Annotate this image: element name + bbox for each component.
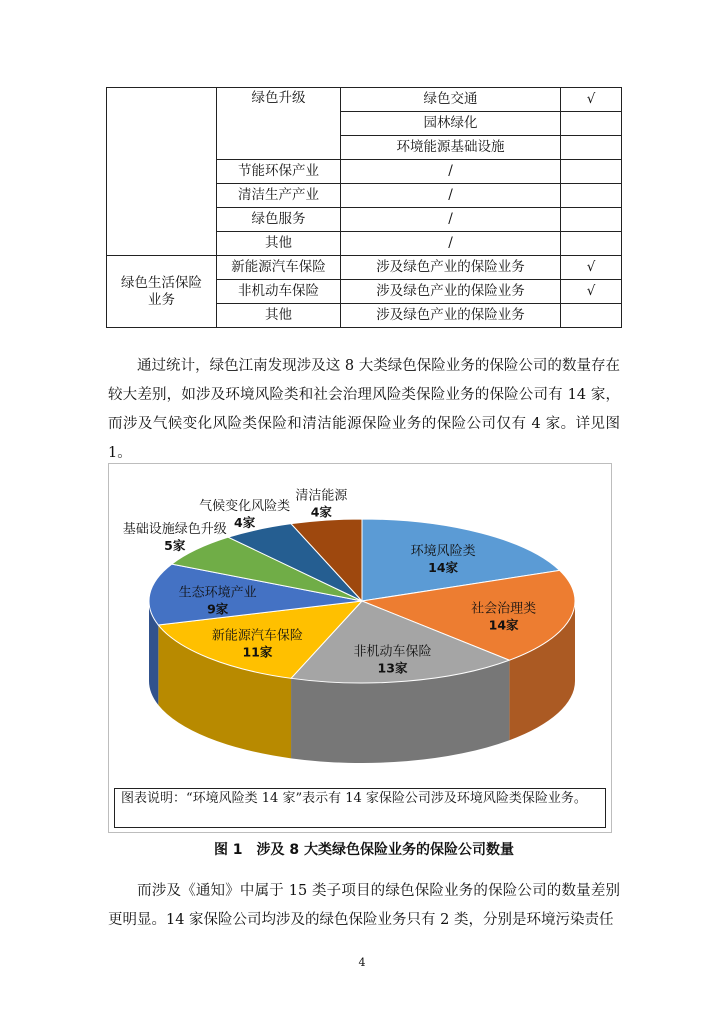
table-cell-mark: √: [561, 88, 622, 112]
chart-note: 图表说明：“环境风险类 14 家”表示有 14 家保险公司涉及环境风险类保险业务。: [114, 788, 606, 828]
table-cell-mark: [561, 232, 622, 256]
table-cell-mark: [561, 136, 622, 160]
table-cell-item: /: [341, 208, 561, 232]
pie-chart: [109, 464, 613, 784]
table-cell-mark: [561, 304, 622, 328]
table-cell-item: /: [341, 184, 561, 208]
table-cell-item: /: [341, 232, 561, 256]
table-cell-item: 绿色交通: [341, 88, 561, 112]
table-cell-sub: 绿色升级: [217, 88, 341, 160]
table-cell-sub: 其他: [217, 232, 341, 256]
paragraph-stats-text: 通过统计，绿色江南发现涉及这 8 大类绿色保险业务的保险公司的数量存在较大差别，如涉及环境风险类和社会治理风险类保险业务的保险公司有 14 家，而涉及气候变化风险类保险和清洁能源保险业务的保险公司仅有 4 家。详见图 1。: [108, 358, 620, 461]
paragraph-continued-text: 而涉及《通知》中属于 15 类子项目的绿色保险业务的保险公司的数量差别更明显。14 家保险公司均涉及的绿色保险业务只有 2 类，分别是环境污染责任: [108, 883, 620, 928]
table-cell-item: /: [341, 160, 561, 184]
pie-label-7: 清洁能源: [295, 488, 348, 504]
classification-table: [106, 87, 622, 328]
pie-label-6: 气候变化风险类: [199, 499, 291, 515]
table-cell-mark: [561, 160, 622, 184]
table-cell-sub: 清洁生产产业: [217, 184, 341, 208]
page-number: 4: [358, 956, 366, 969]
figure-caption: 图 1 涉及 8 大类绿色保险业务的保险公司数量: [213, 842, 515, 858]
pie-value-6: 4家: [234, 515, 256, 531]
pie-label-2: 非机动车保险: [353, 644, 432, 660]
table-cell-item: 园林绿化: [341, 112, 561, 136]
table-cell-category: 绿色生活保险业务: [107, 256, 217, 328]
pie-label-0: 环境风险类: [410, 543, 476, 559]
pie-value-0: 14家: [428, 559, 459, 575]
paragraph-stats: [108, 352, 620, 468]
table-cell-item: 环境能源基础设施: [341, 136, 561, 160]
pie-label-1: 社会治理类: [471, 601, 537, 617]
table-cell-mark: √: [561, 280, 622, 304]
pie-chart-frame: [108, 463, 612, 833]
pie-value-5: 5家: [164, 537, 186, 553]
table-cell-sub: 非机动车保险: [217, 280, 341, 304]
pie-value-4: 9家: [207, 601, 229, 617]
table-cell-mark: [561, 112, 622, 136]
pie-value-1: 14家: [488, 617, 519, 633]
pie-label-5: 基础设施绿色升级: [122, 521, 227, 537]
table-cell-sub: 绿色服务: [217, 208, 341, 232]
table-cell-sub: 节能环保产业: [217, 160, 341, 184]
pie-value-2: 13家: [377, 660, 408, 676]
pie-label-4: 生态环境产业: [178, 585, 257, 601]
pie-value-7: 4家: [310, 504, 332, 520]
table-cell-sub: 新能源汽车保险: [217, 256, 341, 280]
table-cell-mark: [561, 208, 622, 232]
table-cell-mark: √: [561, 256, 622, 280]
pie-value-3: 11家: [242, 644, 273, 660]
table-cell-item: 涉及绿色产业的保险业务: [341, 256, 561, 280]
table-cell-sub: 其他: [217, 304, 341, 328]
table-cell-mark: [561, 184, 622, 208]
pie-label-3: 新能源汽车保险: [211, 628, 303, 644]
paragraph-continued: [108, 877, 620, 935]
table-cell-category-blank: [107, 88, 217, 256]
table-cell-item: 涉及绿色产业的保险业务: [341, 280, 561, 304]
table-cell-item: 涉及绿色产业的保险业务: [341, 304, 561, 328]
